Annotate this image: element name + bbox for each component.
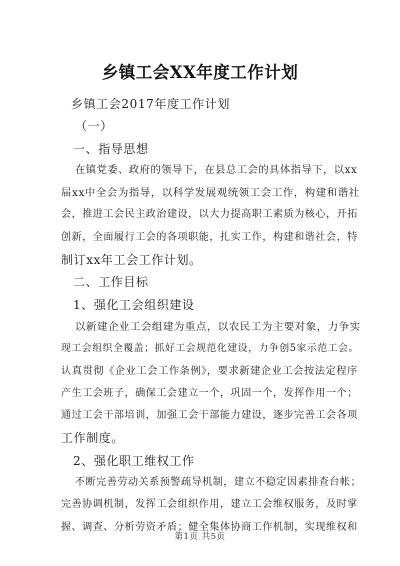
- subsection-heading-rights: 2、强化职工维权工作: [73, 453, 195, 468]
- paragraph-line: 不断完善劳动关系预警疏导机制，建立不稳定因素排查台帐；: [75, 477, 362, 489]
- paragraph-line: 届xx中全会为指导，以科学发展观统领工会工作，构建和谐社: [61, 187, 360, 200]
- paragraph-line: 认真贯彻《企业工会工作条例》，要求新建企业工会按法定程序: [61, 365, 358, 377]
- paragraph-line: 握、调查、分析劳资矛盾；健全集体协商工作机制，实现维权和: [61, 521, 358, 533]
- document-body: [61, 93, 362, 539]
- paragraph-line: 以新建企业工会组建为重点，以农民工为主要对象，力争实: [75, 320, 361, 333]
- section-heading-work-goals: 二、工作目标: [73, 275, 149, 290]
- document-title: 乡镇工会XX年度工作计划: [101, 63, 299, 82]
- section-marker: （一）: [75, 119, 113, 134]
- paragraph-line: 工作制度。: [61, 431, 125, 446]
- paragraph-line: 通过工会干部培训，加强工会干部能力建设，逐步完善工会各项: [61, 410, 358, 422]
- paragraph-line: 产生工会班子，确保工会建立一个，巩固一个，发挥作用一个；: [61, 387, 358, 399]
- paragraph-line: 在镇党委、政府的领导下，在县总工会的具体指导下，以xx: [75, 164, 358, 176]
- subtitle-line: 乡镇工会2017年度工作计划: [71, 97, 230, 111]
- paragraph-line: 会，推进工会民主政治建设，以大力提高职工素质为核心，开拓: [61, 209, 358, 221]
- page-number-footer: 第1页 共5页: [174, 532, 226, 542]
- subsection-heading-organization: 1、强化工会组织建设: [73, 297, 195, 312]
- paragraph-line: 创新，全面履行工会的各项职能，扎实工作，构建和谐社会，特: [61, 231, 358, 243]
- paragraph-line: 制订xx年工会工作计划。: [61, 253, 202, 268]
- paragraph-line: 现工会组织全覆盖；抓好工会规范化建设，力争创5家示范工会。: [61, 343, 359, 355]
- paragraph-line: 完善协调机制，发挥工会组织作用，建立工会维权服务，及时掌: [61, 499, 358, 511]
- section-heading-guiding-ideology: 一、指导思想: [73, 141, 149, 156]
